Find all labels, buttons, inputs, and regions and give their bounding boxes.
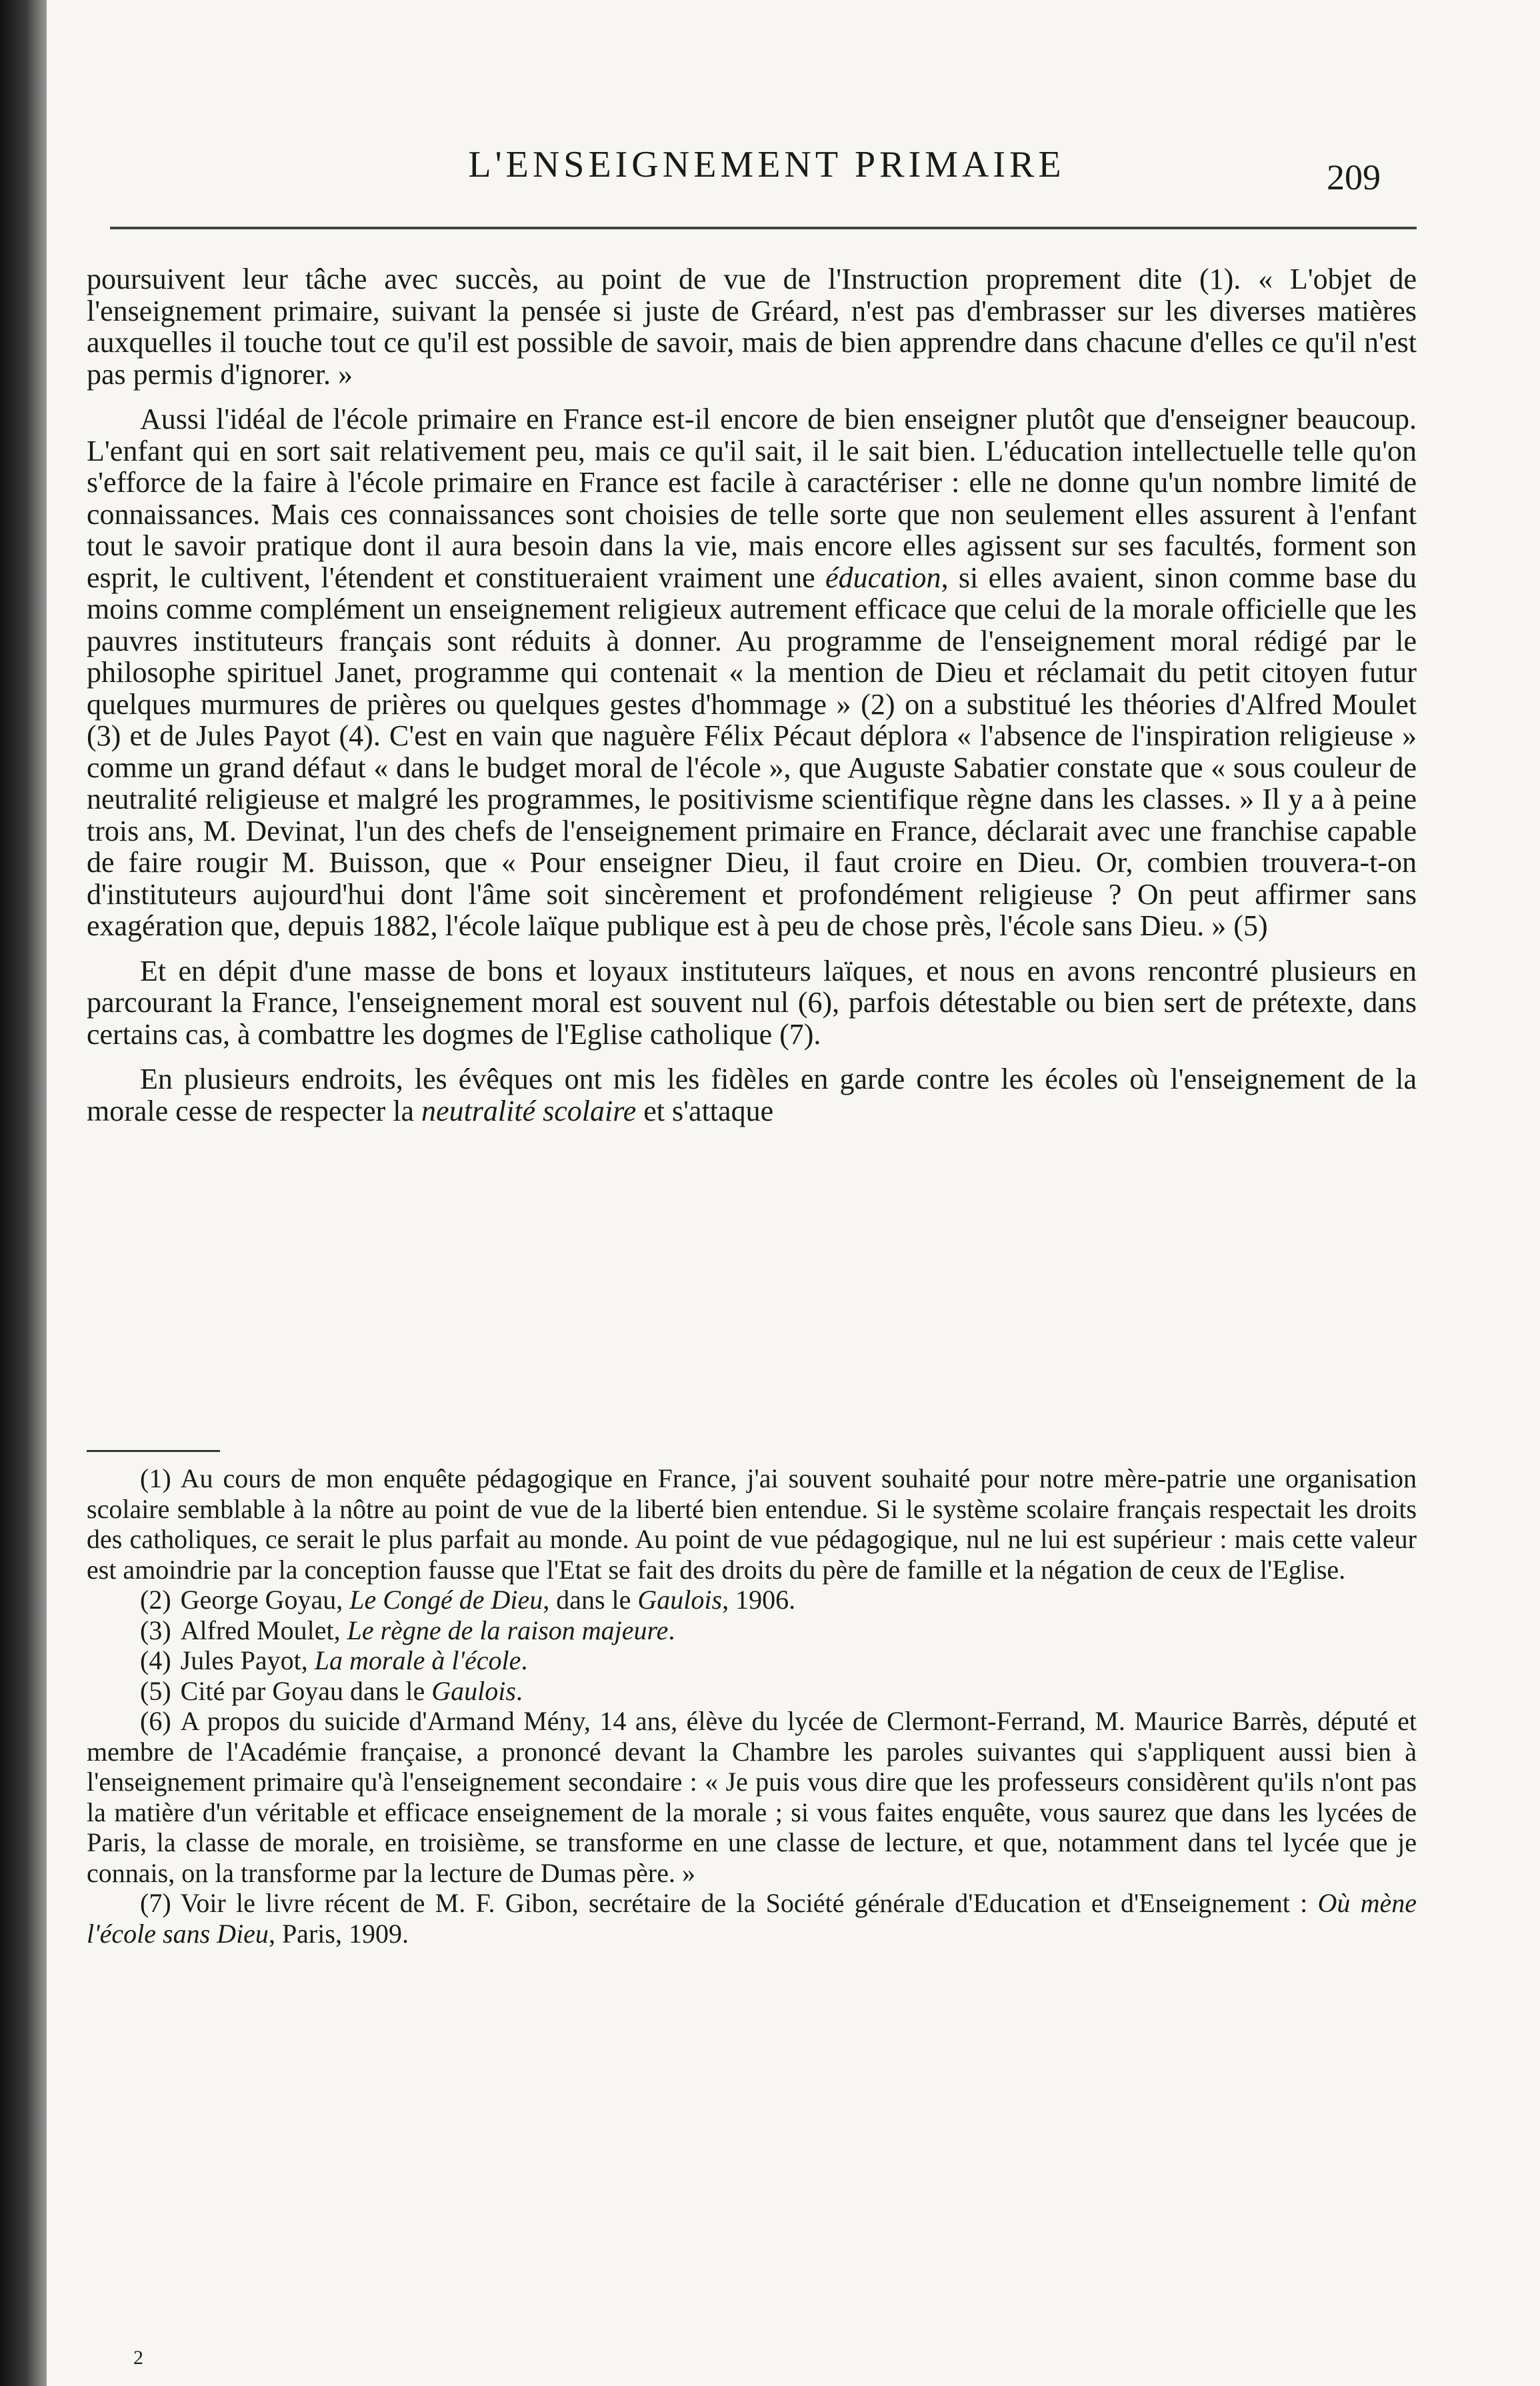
text-run: , Paris, 1909. (268, 1918, 409, 1949)
body-paragraph (87, 955, 1417, 1051)
text-run: . (668, 1615, 675, 1645)
body-paragraph (87, 1063, 1417, 1127)
header-rule (110, 227, 1417, 229)
text-run: A propos du suicide d'Armand Mény, 14 ans, élève du lycée de Clermont-Ferrand, M. Maurice Barrès, député et membre de l'Académie française, a prononcé devant la Chambre les paroles suivantes qui s'appliquent aussi bien à l'enseignement primaire qu'à l'enseignement secondaire : « Je puis vous dire que les professeurs considèrent qu'ils n'ont pas la matière d'un véritable et efficace enseignement de la morale ; si vous faites enquête, vous saurez que dans les lycées de Paris, la classe de morale, en troisième, se transforme en une classe de lecture, et que, notamment dans tel lycée que je connais, on la transforme par la lecture de Dumas père. » (87, 1706, 1417, 1888)
text-run: . (515, 1675, 523, 1706)
book-page (47, 0, 1540, 2386)
italic-text: éducation (825, 561, 941, 594)
italic-text: La morale à l'école (314, 1645, 521, 1675)
text-run: , 1906. (722, 1585, 796, 1615)
footnote-number: (3) (140, 1615, 171, 1645)
text-run: Jules Payot, (180, 1645, 315, 1675)
page-header (47, 143, 1540, 197)
text-run: Voir le livre récent de M. F. Gibon, secrétaire de la Société générale d'Education et d'Enseignement : (180, 1888, 1318, 1918)
text-run: Au cours de mon enquête pédagogique en France, j'ai souvent souhaité pour notre mère-patrie une organisation scolaire semblable à la nôtre au point de vue de la liberté bien entendue. Si le système scolaire français respectait les droits des catholiques, ce serait le plus parfait au monde. Au point de vue pédagogique, nul ne lui est supérieur : mais cette valeur est amoindrie par la conception fausse que l'Etat se fait des droits du père de famille et la négation de ceux de l'Eglise. (87, 1463, 1417, 1585)
text-run: Alfred Moulet, (180, 1615, 347, 1645)
footnote-rule (87, 1450, 220, 1452)
page-number: 209 (1327, 157, 1381, 197)
italic-text: Le règne de la raison majeure (347, 1615, 669, 1645)
text-run: , si elles avaient, sinon comme base du moins comme complément un enseignement religieux autrement efficace que celui de la morale officielle que les pauvres instituteurs français sont réduits à donner. Au programme de l'enseignement moral rédigé par le philosophe spirituel Janet, programme qui contenait « la mention de Dieu et réclamait du petit citoyen futur quelques murmures de prières ou quelques gestes d'hommage » (2) on a substitué les théories d'Alfred Moulet (3) et de Jules Payot (4). C'est en vain que naguère Félix Pécaut déplora « l'absence de l'inspiration religieuse » comme un grand défaut « dans le budget moral de l'école », que Auguste Sabatier constate que « sous couleur de neutralité religieuse et malgré les programmes, le positivisme scientifique règne dans les classes. » Il y a à peine trois ans, M. Devinat, l'un des chefs de l'enseignement primaire en France, déclarait avec une franchise capable de faire rougir M. Buisson, que « Pour enseigner Dieu, il faut croire en Dieu. Or, combien trouvera-t-on d'instituteurs aujourd'hui dont l'âme soit sincèrement et profondément religieuse ? On peut affirmer sans exagération que, depuis 1882, l'école laïque publique est à peu de chose près, l'école sans Dieu. » (5) (87, 561, 1417, 942)
footnote-number: (4) (140, 1645, 171, 1675)
running-title: L'ENSEIGNEMENT PRIMAIRE (468, 144, 1065, 185)
text-run: poursuivent leur tâche avec succès, au point de vue de l'Instruction proprement dite (1). « L'objet de l'enseignement primaire, suivant la pensée si juste de Gréard, n'est pas d'embrasser sur les diverses matières auxquelles il touche tout ce qu'il est possible de savoir, mais de bien apprendre dans chacune d'elles ce qu'il n'est pas permis d'ignorer. » (87, 263, 1417, 391)
body-paragraph (87, 263, 1417, 390)
italic-text: neutralité scolaire (421, 1094, 637, 1127)
page-binding-edge (0, 0, 47, 2386)
text-run: . (521, 1645, 528, 1675)
italic-text: Où mène l'école sans Dieu (87, 1888, 1417, 1949)
italic-text: Le Congé de Dieu (349, 1585, 543, 1615)
body-text (87, 263, 1417, 1140)
footnote (87, 1645, 1417, 1676)
text-run: George Goyau, (180, 1585, 350, 1615)
footnote (87, 1706, 1417, 1888)
text-run: En plusieurs endroits, les évêques ont mis les fidèles en garde contre les écoles où l'enseignement de la morale cesse de respecter la (87, 1063, 1417, 1127)
footnote-number: (7) (140, 1888, 171, 1918)
text-run: Et en dépit d'une masse de bons et loyaux instituteurs laïques, et nous en avons rencontré plusieurs en parcourant la France, l'enseignement moral est souvent nul (6), parfois détestable ou bien sert de prétexte, dans certains cas, à combattre les dogmes de l'Eglise catholique (7). (87, 954, 1417, 1051)
footnote (87, 1676, 1417, 1707)
footnote-number: (1) (140, 1463, 171, 1493)
footnote-number: (2) (140, 1585, 171, 1615)
italic-text: Gaulois (637, 1585, 723, 1615)
footnotes (87, 1463, 1417, 1949)
text-run: Cité par Goyau dans le (180, 1675, 432, 1706)
footnote (87, 1463, 1417, 1585)
footnote (87, 1585, 1417, 1615)
italic-text: Gaulois (431, 1675, 516, 1706)
body-paragraph (87, 403, 1417, 942)
signature-mark: 2 (133, 2347, 143, 2369)
text-run: et s'attaque (636, 1094, 774, 1127)
footnote-number: (6) (140, 1706, 171, 1736)
text-run: Aussi l'idéal de l'école primaire en France est-il encore de bien enseigner plutôt que d'enseigner beaucoup. L'enfant qui en sort sait relativement peu, mais ce qu'il sait, il le sait bien. L'éducation intellectuelle telle qu'on s'efforce de la faire à l'école primaire en France est facile à caractériser : elle ne donne qu'un nombre limité de connaissances. Mais ces connaissances sont choisies de telle sorte que non seulement elles assurent à l'enfant tout le savoir pratique dont il aura besoin dans la vie, mais encore elles agissent sur ses facultés, forment son esprit, le cultivent, l'étendent et constitueraient vraiment une (87, 403, 1417, 594)
footnote (87, 1615, 1417, 1646)
text-run: , dans le (543, 1585, 638, 1615)
footnote (87, 1888, 1417, 1949)
footnote-number: (5) (140, 1675, 171, 1706)
